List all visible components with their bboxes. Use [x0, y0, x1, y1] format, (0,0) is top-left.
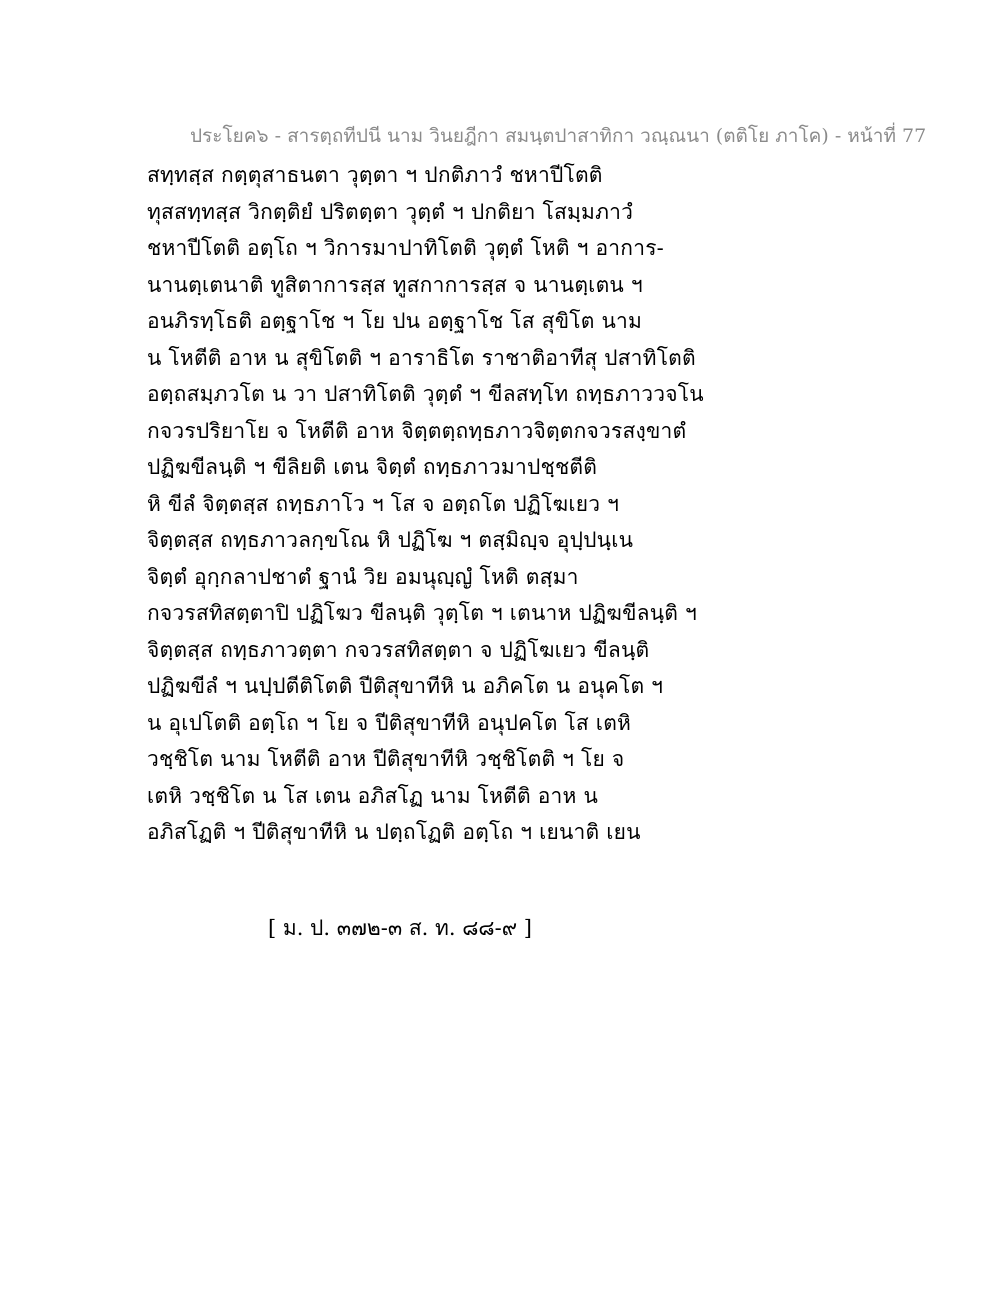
- text-line-13: กจวรสทิสตฺตาปิ ปฏิโฆว ขีลนฺติ วุตฺโต ฯ เตนาห ปฏิฆขีลนฺติ ฯ: [147, 601, 697, 625]
- text-line-4: นานตฺเตนาติ ทูสิตาการสฺส ทูสกาการสฺส จ นานตฺเตน ฯ: [147, 272, 643, 297]
- text-line-17: วชฺชิโต นาม โหตีติ อาห ปีติสุขาทีหิ วชฺชิโตติ ฯ โย จ: [147, 747, 625, 771]
- text-line-11: จิตฺตสฺส ถทฺธภาวลกฺขโณ หิ ปฏิโฆ ฯ ตสฺมิญฺจ อุปฺปนฺเน: [147, 528, 634, 552]
- text-line-3: ชหาปีโตติ อตฺโถ ฯ วิการมาปาทิโตติ วุตฺตํ โหติ ฯ อาการ-: [147, 236, 664, 260]
- citation-reference: [ ม. ป. ๓๗๒-๓ ส. ท. ๘๘-๙ ]: [268, 916, 532, 940]
- text-line-6: น โหตีติ อาห น สุขิโตติ ฯ อาราธิโต ราชาติอาทีสุ ปสาทิโตติ: [147, 345, 696, 370]
- text-line-16: น อุเปโตติ อตฺโถ ฯ โย จ ปีติสุขาทีหิ อนุปคโต โส เตหิ: [147, 710, 632, 735]
- text-line-7: อตฺถสมฺภวโต น วา ปสาทิโตติ วุตฺตํ ฯ ขีลสทฺโท ถทฺธภาววจโน: [147, 382, 704, 406]
- text-line-9: ปฏิฆขีลนฺติ ฯ ขีลิยติ เตน จิตฺตํ ถทฺธภาวมาปชฺชตีติ: [147, 455, 598, 479]
- text-line-2: ทุสสทฺทสฺส วิกตฺติยํ ปริตตฺตา วุตฺตํ ฯ ปกติยา โสมฺมภาวํ: [147, 199, 634, 224]
- text-line-12: จิตฺตํ อุกฺกลาปชาตํ ฐานํ วิย อมนุญฺญํ โหติ ตสฺมา: [147, 564, 579, 589]
- text-line-5: อนภิรทฺโธติ อตฺฐาโช ฯ โย ปน อตฺฐาโช โส สุขิโต นาม: [147, 309, 643, 333]
- text-line-19: อภิสโฏติ ฯ ปีติสุขาทีหิ น ปตฺถโฏติ อตฺโถ ฯ เยนาติ เยน: [147, 820, 641, 844]
- text-line-8: กจวรปริยาโย จ โหตีติ อาห จิตฺตตฺถทฺธภาวจิตฺตกจวรสงฺขาตํ: [147, 418, 687, 443]
- text-line-1: สทฺทสฺส กตฺตุสาธนตา วุตฺตา ฯ ปกติภาวํ ชหาปีโตติ: [147, 163, 603, 187]
- text-line-10: หิ ขีลํ จิตฺตสฺส ถทฺธภาโว ฯ โส จ อตฺถโต ปฏิโฆเยว ฯ: [147, 491, 620, 516]
- text-line-15: ปฏิฆขีลํ ฯ นปฺปตีติโตติ ปีติสุขาทีหิ น อภิคโต น อนุคโต ฯ: [147, 674, 664, 698]
- text-line-14: จิตฺตสฺส ถทฺธภาวตฺตา กจวรสทิสตฺตา จ ปฏิโฆเยว ขีลนฺติ: [147, 637, 650, 662]
- text-line-18: เตหิ วชฺชิโต น โส เตน อภิสโฏ นาม โหตีติ อาห น: [147, 783, 599, 808]
- body-text: [147, 157, 707, 851]
- running-header: ประโยค๖ - สารตฺถทีปนี นาม วินยฎีกา สมนฺตปาสาทิกา วณฺณนา (ตติโย ภาโค) - หน้าที่ 77: [190, 125, 927, 147]
